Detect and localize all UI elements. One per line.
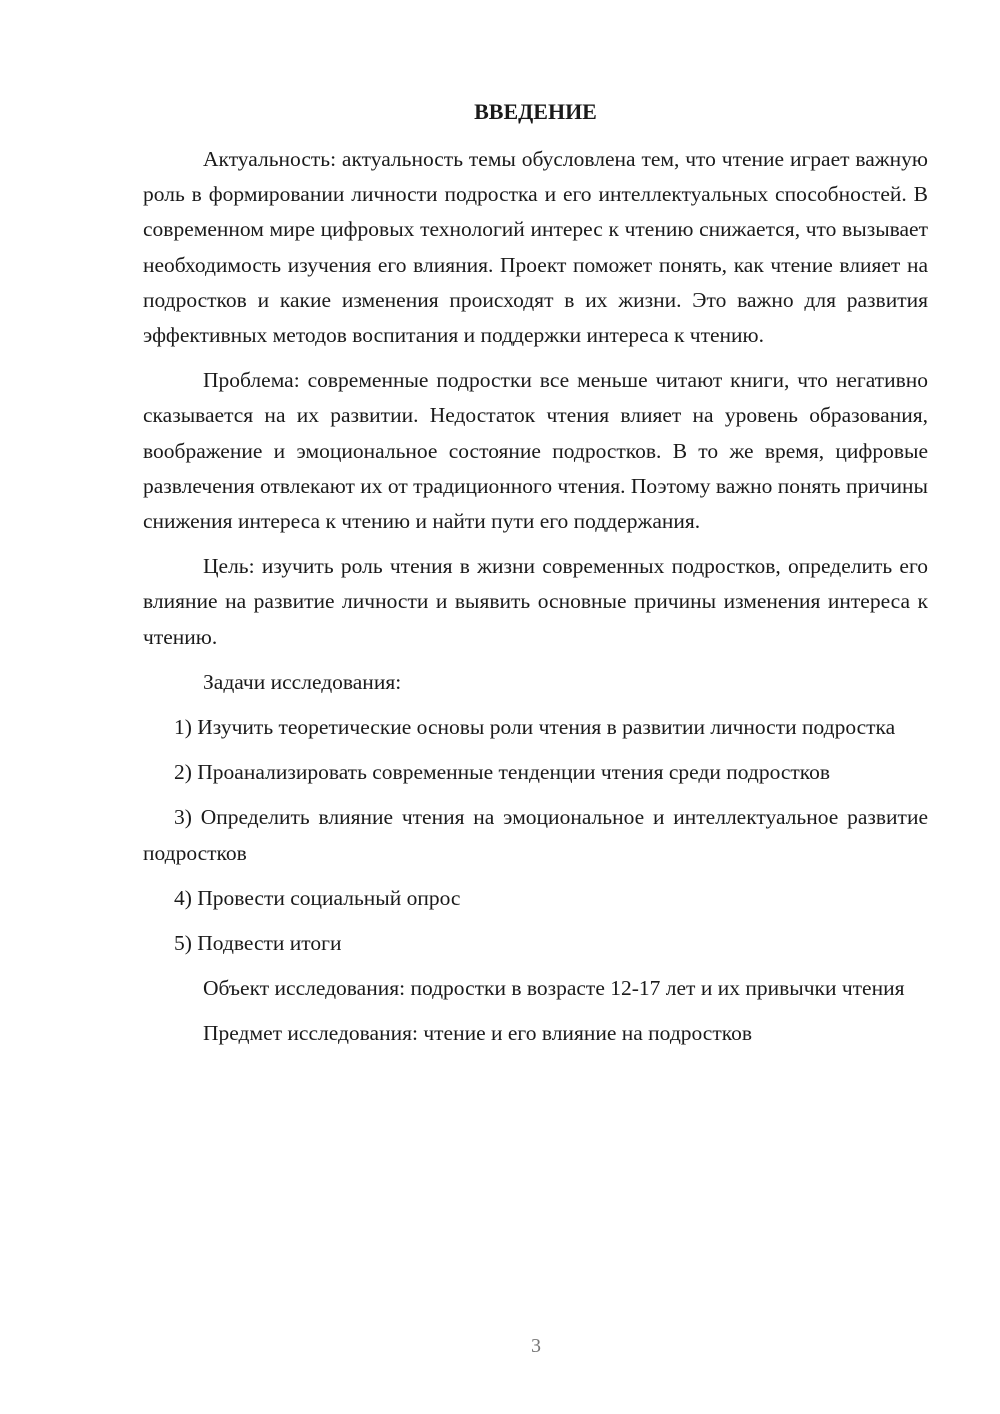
page-number: 3	[531, 1335, 541, 1357]
research-object-paragraph: Объект исследования: подростки в возрасте 12-17 лет и их привычки чтения	[203, 976, 905, 1001]
tasks-heading: Задачи исследования:	[203, 669, 402, 694]
task-item-1: 1) Изучить теоретические основы роли чтения в развитии личности подростка	[174, 715, 896, 740]
task-item-3: 3) Определить влияние чтения на эмоциональное и интеллектуальное развитие подростков	[143, 805, 928, 865]
problem-paragraph: Проблема: современные подростки все меньше читают книги, что негативно сказывается на их развитии. Недостаток чтения влияет на уровень образования, воображение и эмоциональное состояние подростков. В то же время, цифровые развлечения отвлекают их от традиционного чтения. Поэтому важно понять причины снижения интереса к чтению и найти пути его поддержания.	[143, 368, 928, 534]
research-subject-paragraph: Предмет исследования: чтение и его влияние на подростков	[203, 1021, 752, 1046]
task-item-4: 4) Провести социальный опрос	[174, 885, 461, 910]
task-item-5: 5) Подвести итоги	[174, 931, 342, 956]
page-title: ВВЕДЕНИЕ	[474, 99, 597, 124]
relevance-paragraph: Актуальность: актуальность темы обусловлена тем, что чтение играет важную роль в формировании личности подростка и его интеллектуальных способностей. В современном мире цифровых технологий интерес к чтению снижается, что вызывает необходимость изучения его влияния. Проект поможет понять, как чтение влияет на подростков и какие изменения происходят в их жизни. Это важно для развития эффективных методов воспитания и поддержки интереса к чтению.	[143, 147, 928, 348]
document-body	[143, 142, 928, 1052]
goal-paragraph: Цель: изучить роль чтения в жизни современных подростков, определить его влияние на развитие личности и выявить основные причины изменения интереса к чтению.	[143, 554, 928, 649]
task-item-2: 2) Проанализировать современные тенденции чтения среди подростков	[174, 760, 831, 785]
